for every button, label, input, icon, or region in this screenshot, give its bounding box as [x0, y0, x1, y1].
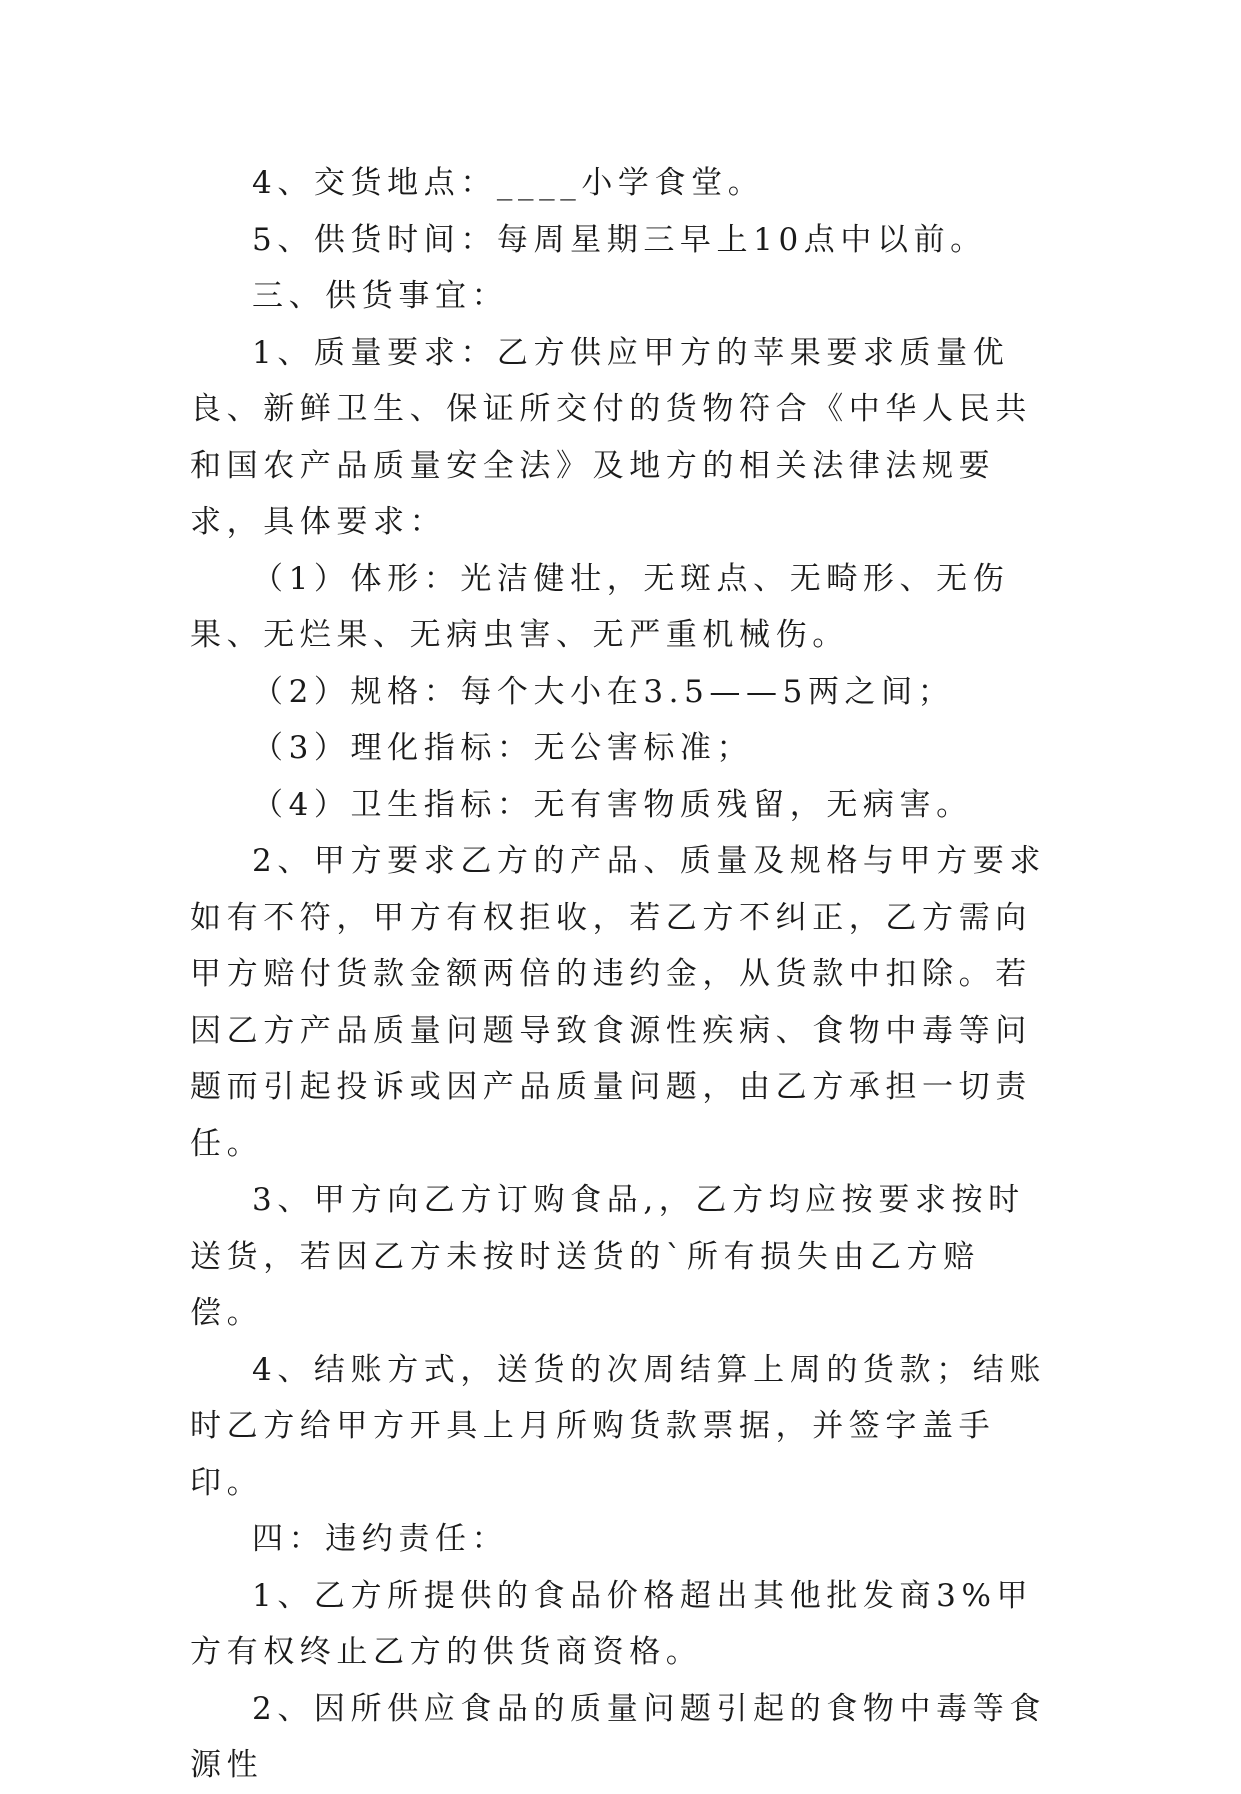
- paragraph-settlement-method: 4、结账方式，送货的次周结算上周的货款；结账时乙方给甲方开具上月所购货款票据，并签字盖手印。: [190, 1351, 1046, 1501]
- paragraph-delivery-location: 4、交货地点：____小学食堂。: [252, 165, 765, 201]
- paragraph-shape-requirement: （1）体形：光洁健壮，无斑点、无畸形、无伤果、无烂果、无病虫害、无严重机械伤。: [190, 560, 1010, 653]
- paragraph-delivery-obligation: 3、甲方向乙方订购食品,，乙方均应按要求按时送货，若因乙方未按时送货的`所有损失由乙方赔偿。: [190, 1182, 1025, 1331]
- paragraph-physicochemical-index: （3）理化指标：无公害标准；: [252, 730, 754, 766]
- paragraph-price-clause: 1、乙方所提供的食品价格超出其他批发商3%甲方有权终止乙方的供货商资格。: [190, 1577, 1034, 1670]
- paragraph-quality-requirements: 1、质量要求：乙方供应甲方的苹果要求质量优良、新鲜卫生、保证所交付的货物符合《中华人民共和国农产品质量安全法》及地方的相关法律法规要求，具体要求：: [190, 334, 1032, 540]
- paragraph-rejection-clause: 2、甲方要求乙方的产品、质量及规格与甲方要求如有不符，甲方有权拒收，若乙方不纠正，乙方需向甲方赔付货款金额两倍的违约金，从货款中扣除。若因乙方产品质量问题导致食源性疾病、食物中毒等问题而引起投诉或因产品质量问题，由乙方承担一切责任。: [190, 843, 1046, 1162]
- paragraph-size-specification: （2）规格：每个大小在3.5——5两之间；: [252, 673, 955, 710]
- section-heading-breach-liability: 四：违约责任：: [252, 1521, 509, 1557]
- section-heading-supply-matters: 三、供货事宜：: [252, 278, 509, 314]
- paragraph-food-poisoning-clause: 2、因所供应食品的质量问题引起的食物中毒等食源性: [190, 1690, 1046, 1783]
- paragraph-delivery-time: 5、供货时间：每周星期三早上10点中以前。: [252, 221, 987, 258]
- paragraph-hygiene-index: （4）卫生指标：无有害物质残留，无病害。: [252, 786, 973, 823]
- document-body: [190, 155, 1050, 1794]
